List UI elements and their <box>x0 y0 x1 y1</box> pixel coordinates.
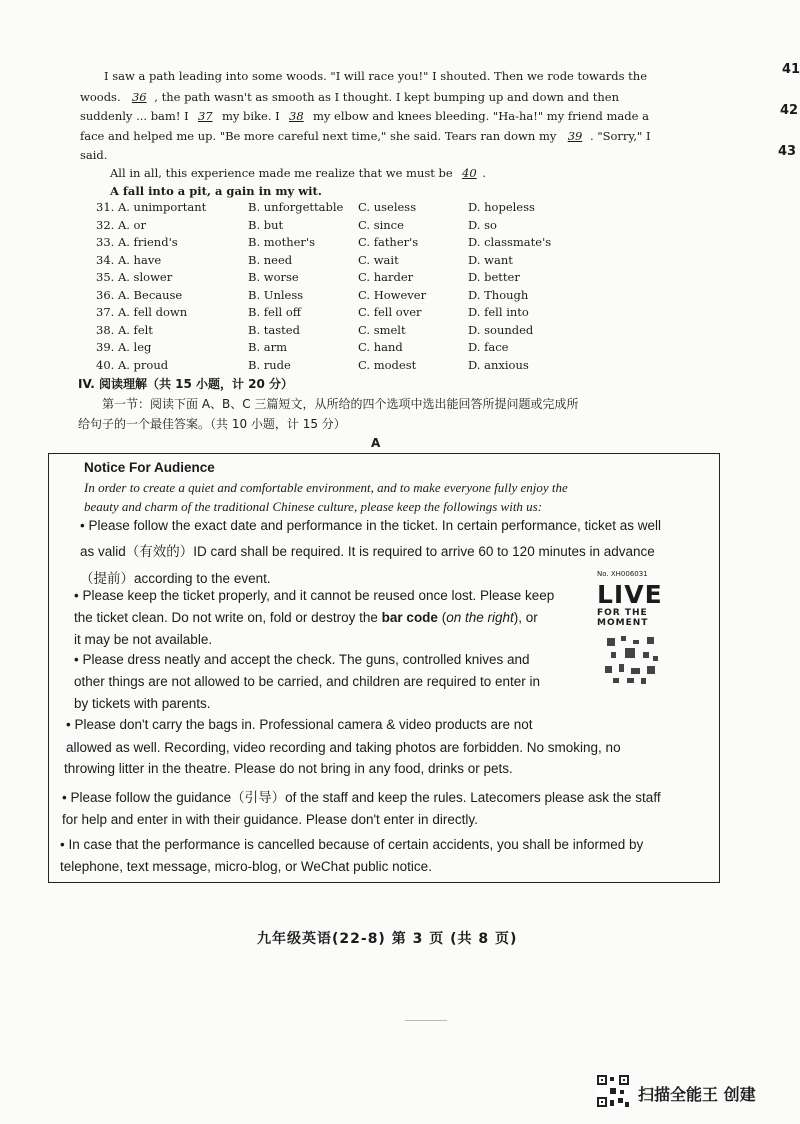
option-row <box>96 253 616 270</box>
passage-letter: A <box>371 436 381 450</box>
option-n: 35. A. slower <box>96 270 173 284</box>
section-heading: IV. 阅读理解（共 15 小题，计 20 分） <box>78 377 294 391</box>
option-b: B. rude <box>248 357 291 372</box>
option-n: 37. A. fell down <box>96 305 188 319</box>
ticket-for-the: FOR THE <box>597 608 648 618</box>
option-d: D. sounded <box>468 322 534 337</box>
option-b: B. unforgettable <box>248 200 344 214</box>
option-c: C. hand <box>358 340 403 354</box>
ticket-moment: MOMENT <box>597 618 649 628</box>
option-b: B. mother's <box>248 235 315 249</box>
notice-item-2-line-2: the ticket clean. Do not write on, fold or destroy the bar code (on the right), or <box>74 610 538 625</box>
option-b: B. Unless <box>248 287 304 302</box>
option-b: B. arm <box>248 340 288 354</box>
proverb: A fall into a pit, a gain in my wit. <box>110 184 322 198</box>
option-c: C. fell over <box>358 305 422 319</box>
option-c: C. However <box>358 287 427 302</box>
option-b: B. tasted <box>248 322 300 337</box>
option-c: C. useless <box>358 200 417 214</box>
story-line-4: face and helped me up. "Be more careful next time," she said. Tears ran down my 39 . "Sorry," I <box>80 127 651 146</box>
option-c: C. since <box>358 217 404 232</box>
scanner-watermark: 扫描全能王 创建 <box>638 1085 756 1104</box>
option-c: C. father's <box>358 235 419 249</box>
option-row <box>96 305 616 322</box>
blank-36: 36 <box>131 90 147 104</box>
option-d: D. face <box>468 340 509 354</box>
blank-38: 38 <box>289 109 304 123</box>
option-n: 32. A. or <box>96 217 146 232</box>
edge-mark-43: 43 <box>778 144 797 159</box>
bar-code-icon <box>603 634 663 686</box>
notice-item-3-line-2: other things are not allowed to be carried, and children are required to enter in <box>74 674 541 689</box>
option-d: D. so <box>468 217 497 232</box>
option-c: C. wait <box>358 252 399 267</box>
option-n: 31. A. unimportant <box>96 200 207 214</box>
option-d: D. better <box>468 270 520 284</box>
option-row <box>96 200 616 217</box>
notice-title: Notice For Audience <box>84 460 215 475</box>
section-instruction-1: 第一节：阅读下面 A、B、C 三篇短文，从所给的四个选项中选出能回答所提问题或完成所 <box>102 397 579 411</box>
option-n: 36. A. Because <box>96 287 183 302</box>
option-d: D. Though <box>468 287 529 302</box>
ticket-stub <box>597 570 707 708</box>
edge-mark-41: 41 <box>782 62 800 77</box>
option-row <box>96 288 616 305</box>
notice-item-1-line-3: （提前）according to the event. <box>80 571 271 586</box>
section-instruction-2: 给句子的一个最佳答案。（共 10 小题，计 15 分） <box>78 417 346 431</box>
ticket-number: No. XH006031 <box>597 570 648 578</box>
option-row <box>96 340 616 357</box>
notice-item-4-line-3: throwing litter in the theatre. Please do not bring in any food, drinks or pets. <box>64 761 513 776</box>
option-d: D. anxious <box>468 357 529 372</box>
notice-item-3-line-3: by tickets with parents. <box>74 696 211 711</box>
story-line-5: said. <box>80 148 108 162</box>
notice-item-1-line-2: as valid（有效的）ID card shall be required. It is required to arrive 60 to 120 minutes in advance <box>80 544 655 559</box>
ticket-live: LIVE <box>597 580 663 609</box>
notice-box <box>48 453 720 883</box>
option-n: 40. A. proud <box>96 357 169 372</box>
notice-item-2-line-1: • Please keep the ticket properly, and it cannot be reused once lost. Please keep <box>74 588 555 603</box>
blank-40: 40 <box>462 166 477 180</box>
story-line-6: All in all, this experience made me realize that we must be 40 . <box>110 164 486 183</box>
option-d: D. classmate's <box>468 235 552 249</box>
option-d: D. hopeless <box>468 200 535 214</box>
option-row <box>96 218 616 235</box>
notice-item-2-line-3: it may be not available. <box>74 632 213 647</box>
option-c: C. modest <box>358 357 417 372</box>
option-b: B. need <box>248 252 293 267</box>
notice-item-4-line-1: • Please don't carry the bags in. Professional camera & video products are not <box>66 717 533 732</box>
story-line-3: suddenly ... bam! I 37 my bike. I 38 my elbow and knees bleeding. "Ha-ha!" my friend made a <box>80 107 649 126</box>
option-row <box>96 323 616 340</box>
option-n: 39. A. leg <box>96 340 152 354</box>
story-line-1: I saw a path leading into some woods. "I will race you!" I shouted. Then we rode towards the <box>104 69 648 83</box>
option-row <box>96 270 616 287</box>
option-n: 34. A. have <box>96 252 162 267</box>
notice-item-3-line-1: • Please dress neatly and accept the check. The guns, controlled knives and <box>74 652 530 667</box>
notice-item-4-line-2: allowed as well. Recording, video recording and taking photos are forbidden. No smoking, no <box>66 740 621 755</box>
notice-item-6-line-1: • In case that the performance is cancelled because of certain accidents, you shall be informed by <box>60 837 644 852</box>
blank-39: 39 <box>567 129 583 143</box>
edge-mark-42: 42 <box>780 103 799 118</box>
option-d: D. fell into <box>468 305 529 319</box>
option-c: C. smelt <box>358 322 406 337</box>
notice-item-5-line-1: • Please follow the guidance（引导）of the staff and keep the rules. Latecomers please ask the staff <box>62 790 661 805</box>
story-line-2: woods. 36 , the path wasn't as smooth as I thought. I kept bumping up and down and then <box>80 88 619 107</box>
notice-intro-1: In order to create a quiet and comfortable environment, and to make everyone fully enjoy the <box>84 480 568 495</box>
option-d: D. want <box>468 252 513 267</box>
page-footer: 九年级英语(22-8) 第 3 页 (共 8 页) <box>257 931 518 947</box>
option-row <box>96 235 616 252</box>
option-b: B. fell off <box>248 305 301 319</box>
notice-item-6-line-2: telephone, text message, micro-blog, or WeChat public notice. <box>60 859 432 874</box>
option-c: C. harder <box>358 270 414 284</box>
option-b: B. but <box>248 217 284 232</box>
notice-item-5-line-2: for help and enter in with their guidance. Please don't enter in directly. <box>62 812 478 827</box>
notice-intro-2: beauty and charm of the traditional Chinese culture, please keep the followings with us: <box>84 499 543 514</box>
blank-37: 37 <box>197 109 213 123</box>
option-n: 33. A. friend's <box>96 235 178 249</box>
option-row <box>96 358 616 375</box>
notice-item-1-line-1: • Please follow the exact date and performance in the ticket. In certain performance, ticket as well <box>80 518 662 533</box>
option-n: 38. A. felt <box>96 322 153 337</box>
qr-code-icon <box>596 1074 630 1108</box>
divider <box>405 1020 447 1021</box>
option-b: B. worse <box>248 270 299 284</box>
